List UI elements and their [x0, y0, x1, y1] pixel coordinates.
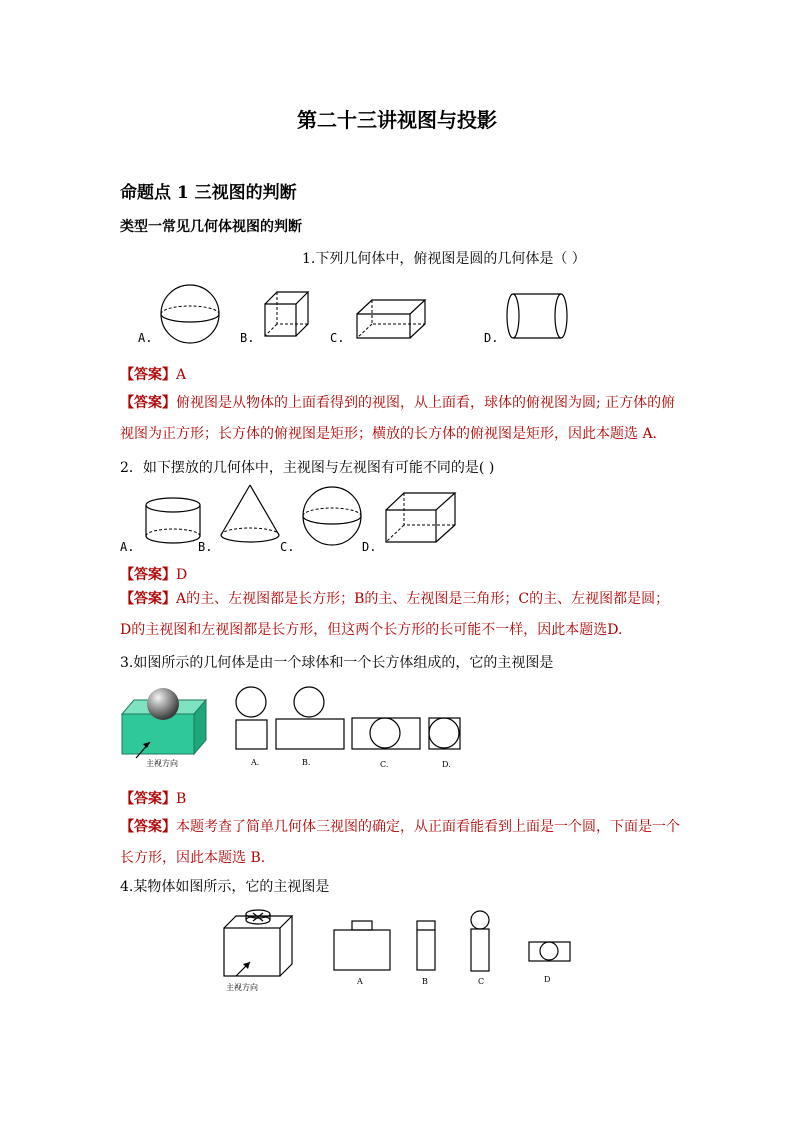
answer-value: D [176, 567, 188, 583]
cuboid-figure [352, 296, 432, 342]
question-2-text: 2．如下摆放的几何体中，主视图与左视图有可能不同的是( ) [120, 460, 495, 476]
question-3-text: 3.如图所示的几何体是由一个球体和一个长方体组成的，它的主视图是 [120, 655, 554, 671]
option-label: A. [251, 758, 260, 767]
option-label: B [422, 977, 428, 986]
explanation [120, 812, 680, 874]
cone-figure [219, 483, 281, 545]
option-label: A. [138, 331, 153, 345]
option-label: B. [240, 331, 255, 345]
option-label: D. [362, 540, 377, 554]
option-d-view [427, 716, 463, 752]
option-a-view [234, 686, 270, 752]
cylinder-horizontal-figure [503, 291, 573, 341]
cylinder-figure [143, 496, 205, 546]
option-label: B. [302, 758, 311, 767]
section-heading: 命题点 1 三视图的判断 [120, 183, 297, 203]
answer-tag: 【答案】 [120, 367, 176, 383]
cuboid-figure [382, 490, 462, 546]
answer-tag: 【答案】 [120, 791, 176, 807]
cube-with-knob-figure [220, 908, 300, 980]
explanation-tag: 【答案】 [120, 819, 176, 835]
option-label: C. [330, 331, 345, 345]
cube-figure [260, 290, 320, 340]
direction-label: 主视方向 [226, 983, 258, 992]
explanation-text: 本题考查了简单几何体三视图的确定，从正面看能看到上面是一个圆，下面是一个长方形，因此本题选 B. [120, 819, 680, 866]
explanation-text: 俯视图是从物体的上面看得到的视图，从上面看，球体的俯视图为圆; 正方体的俯视图为正方形；长方体的俯视图是矩形；横放的长方体的俯视图是矩形，因此本题选 A. [120, 395, 676, 442]
explanation-text: A的主、左视图都是长方形；B的主、左视图是三角形；C的主、左视图都是圆；D的主视图和左视图都是长方形，但这两个长方形的长可能不一样，因此本题选D. [120, 591, 670, 638]
answer-line [120, 564, 187, 584]
subsection-heading: 类型一常见几何体视图的判断 [120, 219, 302, 235]
answer-line [120, 788, 186, 808]
option-c-view [350, 716, 422, 752]
option-label: C. [380, 760, 389, 769]
answer-line [120, 364, 186, 384]
option-label: B. [198, 540, 213, 554]
sphere-on-box-figure [120, 684, 220, 769]
option-b-view [414, 918, 438, 974]
option-label: A [357, 977, 363, 986]
answer-value: B [176, 791, 187, 807]
option-label: D [544, 975, 551, 984]
option-label: C. [280, 540, 295, 554]
sphere-figure [302, 486, 364, 548]
option-label: D. [484, 331, 499, 345]
option-label: D. [442, 760, 451, 769]
explanation-tag: 【答案】 [120, 591, 176, 607]
answer-value: A [176, 367, 187, 383]
sphere-figure [150, 285, 230, 345]
option-label: C [478, 977, 485, 986]
direction-label: 主视方向 [146, 759, 178, 768]
explanation [120, 584, 680, 646]
option-label: A. [120, 540, 135, 554]
page-title: 第二十三讲视图与投影 [297, 108, 497, 132]
explanation-tag: 【答案】 [120, 395, 176, 411]
question-4-text: 4.某物体如图所示，它的主视图是 [120, 879, 330, 895]
option-d-view [526, 938, 574, 966]
answer-tag: 【答案】 [120, 567, 176, 583]
option-c-view [466, 910, 496, 974]
option-b-view [274, 686, 346, 752]
question-1-text: 1.下列几何体中，俯视图是圆的几何体是（ ） [302, 251, 586, 267]
option-a-view [332, 918, 394, 974]
explanation [120, 388, 680, 450]
